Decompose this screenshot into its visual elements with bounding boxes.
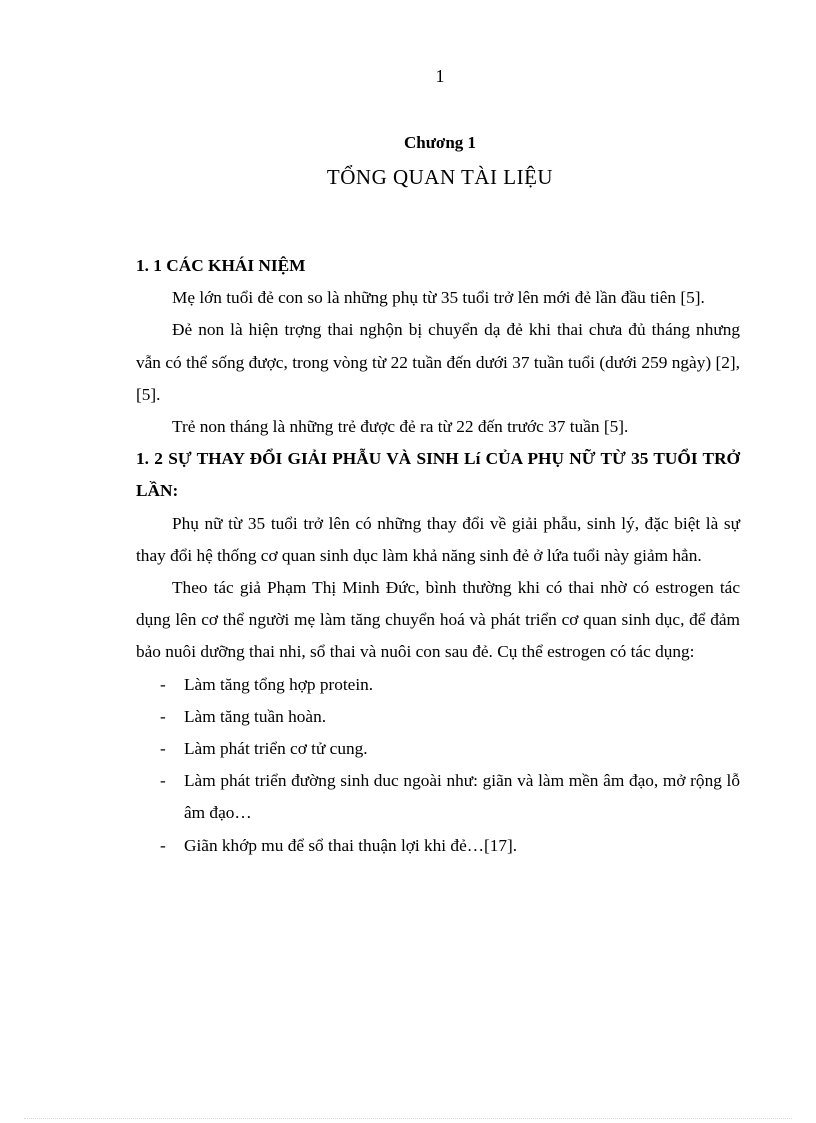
dash-bullet: - (160, 835, 166, 855)
list-item-text: Làm tăng tổng hợp protein. (184, 674, 374, 694)
list-item (136, 701, 740, 733)
document-body (136, 250, 740, 862)
list-item (136, 733, 740, 765)
page-number: 1 (435, 66, 445, 86)
dash-bullet: - (160, 674, 166, 694)
paragraph: Mẹ lớn tuổi đẻ con so là những phụ từ 35 tuổi trở lên mới đẻ lần đầu tiên [5]. (172, 288, 705, 308)
dash-bullet: - (160, 739, 166, 759)
chapter-label: Chương 1 (403, 133, 477, 152)
page-bottom-divider (24, 1118, 792, 1119)
dash-bullet: - (160, 771, 166, 791)
paragraph: Phụ nữ từ 35 tuổi trở lên có những thay đổi về giải phẫu, sinh lý, đặc biệt là sự thay đổi hệ thống cơ quan sinh dục làm khả năng sinh đẻ ở lứa tuổi này giảm hẳn. (136, 513, 740, 565)
paragraph: Đẻ non là hiện trợng thai nghộn bị chuyển dạ đẻ khi thai chưa đủ tháng nhưng vẫn có thể sống được, trong vòng từ 22 tuần đến dưới 37 tuần tuổi (dưới 259 ngày) [2], [5]. (136, 320, 740, 404)
list-item-text: Giãn khớp mu để sổ thai thuận lợi khi đẻ…[17]. (184, 835, 518, 855)
section-2-heading: 1. 2 SỰ THAY ĐỔI GIẢI PHẪU VÀ SINH Lí CỦA PHỤ NỮ TỪ 35 TUỔI TRỞ LẦN: (136, 449, 740, 501)
section-1-heading: 1. 1 CÁC KHÁI NIỆM (136, 256, 306, 275)
list-item (136, 830, 740, 862)
dash-bullet: - (160, 706, 166, 726)
estrogen-effects-list (136, 669, 740, 862)
chapter-title: TỔNG QUAN TÀI LIỆU (326, 165, 554, 189)
paragraph: Theo tác giả Phạm Thị Minh Đức, bình thường khi có thai nhờ có estrogen tác dụng lên cơ thể người mẹ làm tăng chuyển hoá và phát triển cơ quan sinh dục, để đảm bảo nuôi dưỡng thai nhi, sổ thai và nuôi con sau đẻ. Cụ thể estrogen có tác dụng: (136, 578, 740, 662)
list-item (136, 765, 740, 829)
list-item-text: Làm phát triển đường sinh duc ngoài như: giãn và làm mền âm đạo, mở rộng lỗ âm đạo… (184, 771, 740, 823)
list-item-text: Làm tăng tuần hoàn. (184, 706, 327, 726)
list-item (136, 669, 740, 701)
list-item-text: Làm phát triển cơ tử cung. (184, 739, 368, 759)
paragraph: Trẻ non tháng là những trẻ được đẻ ra từ 22 đến trước 37 tuần [5]. (172, 417, 629, 437)
